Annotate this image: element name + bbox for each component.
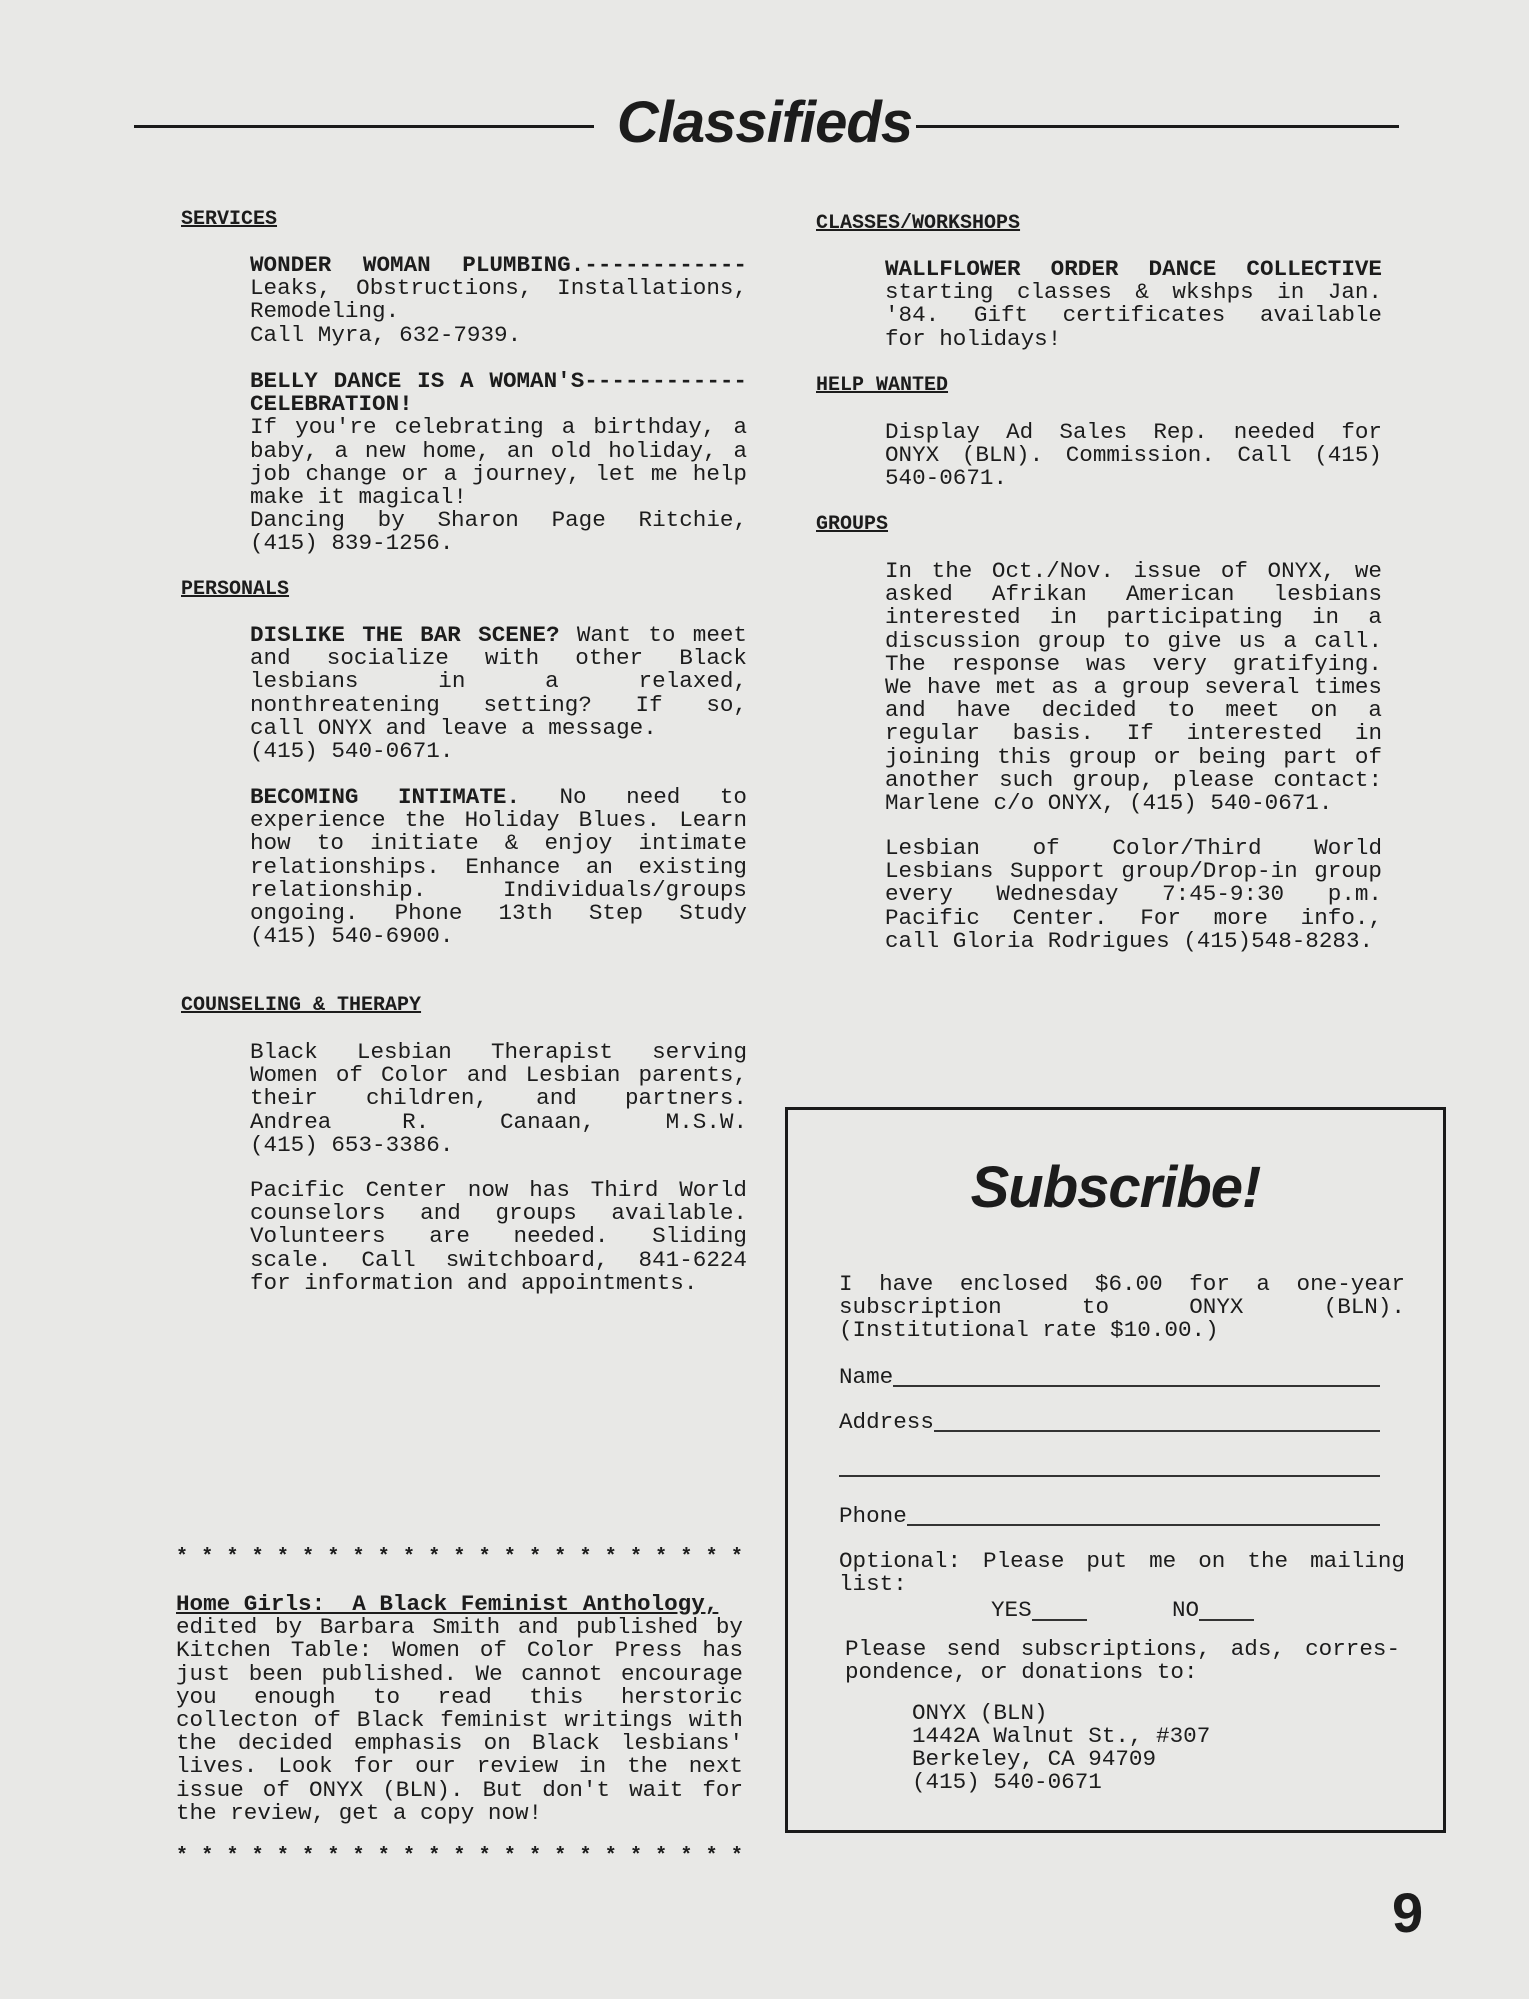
text-line	[885, 258, 1382, 281]
text-line: (415) 839-1256.	[250, 530, 454, 557]
yes-input-line[interactable]	[1032, 1619, 1087, 1621]
section-heading-groups: GROUPS	[816, 513, 889, 536]
home-girls-body	[176, 1616, 743, 1825]
star-icon: *	[428, 1845, 441, 1868]
star-icon: *	[680, 1546, 693, 1569]
mailing-list-question	[839, 1550, 1405, 1596]
text-line: Dancing by Sharon Page Ritchie,	[250, 507, 747, 534]
star-icon: *	[251, 1845, 264, 1868]
subscribe-title: Subscribe!	[970, 1155, 1261, 1220]
page-title	[0, 88, 1529, 158]
no-label: NO	[1172, 1597, 1200, 1623]
star-icon: *	[377, 1546, 390, 1569]
text-line: Pacific Center. For more info.,	[885, 904, 1382, 931]
text-line: (Institutional rate $10.00.)	[839, 1317, 1219, 1344]
star-icon: *	[201, 1845, 214, 1868]
ad-lesbian-therapist	[250, 1041, 747, 1157]
star-icon: *	[705, 1845, 718, 1868]
subscribe-form	[785, 1107, 1446, 1833]
phone-field[interactable]	[839, 1505, 1380, 1528]
text-line	[250, 254, 747, 277]
text-line: nonthreatening setting? If so,	[250, 691, 747, 718]
star-icon: *	[327, 1845, 340, 1868]
star-icon: *	[428, 1546, 441, 1569]
text-line: counselors and groups available.	[250, 1200, 747, 1227]
text-line: make it magical!	[250, 484, 467, 511]
text-line: (415) 540-0671.	[250, 738, 454, 765]
text-line: 540-0671.	[885, 465, 1008, 492]
star-icon: *	[529, 1546, 542, 1569]
yes-label: YES	[991, 1597, 1032, 1623]
subscribe-intro	[839, 1273, 1405, 1343]
text-line: Lesbians Support group/Drop-in group	[885, 858, 1382, 885]
star-icon: *	[655, 1845, 668, 1868]
text-line: for information and appointments.	[250, 1269, 698, 1296]
star-icon: *	[705, 1546, 718, 1569]
text-line: Please send subscriptions, ads, corres-	[845, 1636, 1400, 1662]
text-line: the decided emphasis on Black lesbians'	[176, 1730, 743, 1757]
text-line: another such group, please contact:	[885, 766, 1382, 793]
address-field-2[interactable]	[839, 1456, 1380, 1479]
text-line: for holidays!	[885, 325, 1062, 352]
text-line	[250, 370, 747, 393]
text-line: '84. Gift certificates available	[885, 302, 1382, 329]
text-line: starting classes & wkshps in Jan.	[885, 279, 1382, 306]
name-label: Name	[839, 1364, 894, 1390]
star-icon: *	[554, 1546, 567, 1569]
text-line: baby, a new home, an old holiday, a	[250, 437, 747, 464]
mailing-address	[912, 1702, 1210, 1794]
star-icon: *	[680, 1845, 693, 1868]
text-line: collecton of Black feminist writings with	[176, 1707, 743, 1734]
text-line: (415) 540-6900.	[250, 923, 454, 950]
text-line: Women of Color and Lesbian parents,	[250, 1062, 747, 1089]
star-icon: *	[629, 1546, 642, 1569]
star-icon: *	[176, 1546, 189, 1569]
address-input-line-2[interactable]	[839, 1475, 1380, 1477]
text-line: how to initiate & enjoy intimate	[250, 830, 747, 857]
star-icon: *	[352, 1546, 365, 1569]
star-icon: *	[579, 1845, 592, 1868]
star-icon: *	[478, 1845, 491, 1868]
bold-lead: BELLY DANCE IS A WOMAN'S------------	[250, 368, 747, 394]
star-icon: *	[226, 1845, 239, 1868]
star-icon: *	[302, 1845, 315, 1868]
text-line: relationship. Individuals/groups	[250, 876, 747, 903]
text-line: discussion group to give us a call.	[885, 627, 1382, 654]
text-line: subscription to ONYX (BLN).	[839, 1294, 1405, 1321]
star-icon: *	[176, 1845, 189, 1868]
text-line: scale. Call switchboard, 841-6224	[250, 1246, 747, 1273]
text-line: Leaks, Obstructions, Installations,	[250, 275, 747, 302]
star-icon: *	[478, 1546, 491, 1569]
star-divider-top	[176, 1546, 743, 1569]
address-input-line[interactable]	[934, 1430, 1380, 1432]
text-line: (415) 653-3386.	[250, 1131, 454, 1158]
text-line: Display Ad Sales Rep. needed for	[885, 419, 1382, 445]
text-line: We have met as a group several times	[885, 674, 1382, 701]
star-icon: *	[276, 1546, 289, 1569]
text-line: If you're celebrating a birthday, a	[250, 414, 747, 441]
ad-belly-dance	[250, 370, 747, 556]
text-line: relationships. Enhance an existing	[250, 853, 747, 880]
text-line	[250, 786, 747, 809]
bold-lead: WALLFLOWER ORDER DANCE COLLECTIVE	[885, 256, 1382, 282]
address-label: Address	[839, 1409, 934, 1435]
address-line: ONYX (BLN)	[912, 1700, 1048, 1726]
text-line: the review, get a copy now!	[176, 1799, 543, 1826]
star-icon: *	[554, 1845, 567, 1868]
text-line: and socialize with other Black	[250, 645, 747, 672]
ad-wonder-woman-plumbing	[250, 254, 747, 347]
text-line: lives. Look for our review in the next	[176, 1753, 743, 1780]
address-line: Berkeley, CA 94709	[912, 1746, 1157, 1772]
ad-display-ad-sales	[885, 421, 1382, 491]
text-line: I have enclosed $6.00 for a one-year	[839, 1271, 1405, 1297]
name-field[interactable]	[839, 1366, 1380, 1389]
text-line: asked Afrikan American lesbians	[885, 581, 1382, 608]
text-line: Optional: Please put me on the mailing	[839, 1548, 1405, 1574]
text-line: you enough to read this herstoric	[176, 1683, 743, 1710]
star-icon: *	[604, 1845, 617, 1868]
text-line: list:	[839, 1571, 907, 1598]
star-icon: *	[730, 1546, 743, 1569]
address-line: (415) 540-0671	[912, 1769, 1102, 1795]
star-icon: *	[276, 1845, 289, 1868]
text-line: Call Myra, 632-7939.	[250, 321, 522, 348]
name-input-line[interactable]	[893, 1385, 1380, 1387]
ad-wallflower-order	[885, 258, 1382, 351]
star-icon: *	[402, 1546, 415, 1569]
text-line: lesbians in a relaxed,	[250, 668, 747, 695]
bold-lead: WONDER WOMAN PLUMBING.------------	[250, 252, 747, 278]
text-line: edited by Barbara Smith and published by	[176, 1614, 743, 1641]
star-icon: *	[730, 1845, 743, 1868]
bold-lead: BECOMING INTIMATE.	[250, 784, 520, 810]
text-line: Kitchen Table: Women of Color Press has	[176, 1637, 743, 1664]
ad-becoming-intimate	[250, 786, 747, 948]
address-field[interactable]	[839, 1411, 1380, 1434]
star-icon: *	[503, 1845, 516, 1868]
star-icon: *	[503, 1546, 516, 1569]
yes-option[interactable]	[991, 1597, 1087, 1623]
star-icon: *	[453, 1845, 466, 1868]
section-heading-personals: PERSONALS	[181, 578, 290, 601]
text-line: experience the Holiday Blues. Learn	[250, 807, 747, 834]
text-line: call Gloria Rodrigues (415)548-8283.	[885, 927, 1374, 954]
ad-support-group	[885, 837, 1382, 953]
text-line: Volunteers are needed. Sliding	[250, 1223, 747, 1250]
text-line: The response was very gratifying.	[885, 650, 1382, 677]
text-line: call ONYX and leave a message.	[250, 714, 657, 741]
star-icon: *	[579, 1546, 592, 1569]
section-heading-counseling: COUNSELING & THERAPY	[181, 994, 422, 1017]
text-line: ONYX (BLN). Commission. Call (415)	[885, 442, 1382, 469]
page-number: 9	[1392, 1881, 1424, 1944]
text-line	[250, 624, 747, 647]
text-line: Andrea R. Canaan, M.S.W.	[250, 1108, 747, 1135]
text-line: Marlene c/o ONYX, (415) 540-0671.	[885, 790, 1333, 817]
phone-input-line[interactable]	[907, 1524, 1380, 1526]
text-line: regular basis. If interested in	[885, 720, 1382, 747]
star-icon: *	[402, 1845, 415, 1868]
text-line: In the Oct./Nov. issue of ONYX, we	[885, 558, 1382, 584]
star-icon: *	[655, 1546, 668, 1569]
section-heading-services: SERVICES	[181, 208, 278, 231]
text-line: just been published. We cannot encourage	[176, 1660, 743, 1687]
star-divider-bottom	[176, 1845, 743, 1868]
no-option[interactable]	[1172, 1597, 1254, 1623]
bold-lead: CELEBRATION!	[250, 391, 413, 418]
star-icon: *	[251, 1546, 264, 1569]
star-icon: *	[453, 1546, 466, 1569]
text-line: interested in participating in a	[885, 604, 1382, 631]
star-icon: *	[629, 1845, 642, 1868]
phone-label: Phone	[839, 1503, 907, 1529]
text-line: Black Lesbian Therapist serving	[250, 1039, 747, 1065]
text-line: and have decided to meet on a	[885, 697, 1382, 724]
page-title-text: Classifieds	[613, 90, 916, 155]
line-rest: No need to	[520, 784, 747, 810]
line-rest: Want to meet	[559, 622, 747, 648]
address-line: 1442A Walnut St., #307	[912, 1723, 1211, 1749]
ad-dislike-bar-scene	[250, 624, 747, 763]
section-heading-classes: CLASSES/WORKSHOPS	[816, 212, 1021, 235]
star-icon: *	[226, 1546, 239, 1569]
text-line: Pacific Center now has Third World	[250, 1177, 747, 1203]
text-line: Lesbian of Color/Third World	[885, 835, 1382, 861]
section-heading-help-wanted: HELP WANTED	[816, 374, 949, 397]
star-icon: *	[302, 1546, 315, 1569]
text-line: job change or a journey, let me help	[250, 460, 747, 487]
bold-lead: DISLIKE THE BAR SCENE?	[250, 622, 560, 648]
text-line: ongoing. Phone 13th Step Study	[250, 900, 747, 927]
ad-pacific-center-counselors	[250, 1179, 747, 1295]
text-line: every Wednesday 7:45-9:30 p.m.	[885, 881, 1382, 908]
text-line: issue of ONYX (BLN). But don't wait for	[176, 1776, 743, 1803]
text-line: Remodeling.	[250, 298, 400, 325]
text-line: joining this group or being part of	[885, 743, 1382, 770]
home-girls-notice	[176, 1593, 743, 1825]
star-icon: *	[529, 1845, 542, 1868]
text-line: their children, and partners.	[250, 1085, 747, 1112]
no-input-line[interactable]	[1199, 1619, 1254, 1621]
star-icon: *	[327, 1546, 340, 1569]
star-icon: *	[377, 1845, 390, 1868]
text-line	[250, 393, 747, 416]
star-icon: *	[604, 1546, 617, 1569]
text-line: pondence, or donations to:	[845, 1659, 1198, 1686]
ad-discussion-group	[885, 560, 1382, 815]
star-icon: *	[352, 1845, 365, 1868]
home-girls-title: Home Girls: A Black Feminist Anthology,	[176, 1591, 719, 1617]
send-instructions	[845, 1638, 1400, 1684]
star-icon: *	[201, 1546, 214, 1569]
